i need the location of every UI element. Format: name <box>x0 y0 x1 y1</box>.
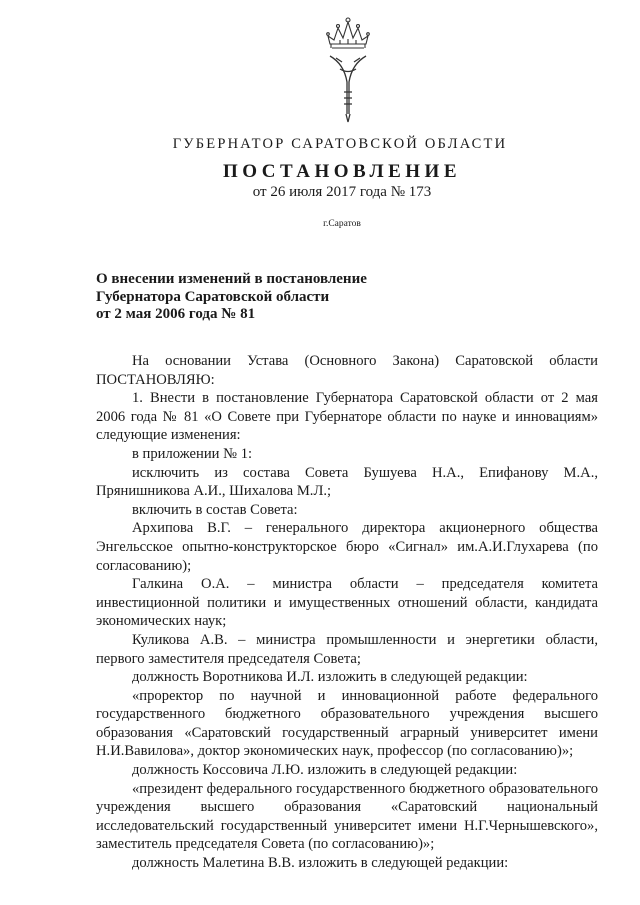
vorotnikov-position: «проректор по научной и инновационной работе федерального государственного бюджетного образовательного учреждения высшего образования «Саратовский государственный аграрный университет имени Н.И.Вавилова», доктор экономических наук, профессор (по согласованию)»; <box>96 687 598 760</box>
member-arkhipov: Архипова В.Г. – генерального директора акционерного общества Энгельсское опытно-конструкторское бюро «Сигнал» им.А.И.Глухарева (по согласованию); <box>96 520 598 574</box>
resolution-keyword: ПОСТАНОВЛЯЮ: <box>96 371 215 388</box>
preamble-paragraph: На основании Устава (Основного Закона) Саратовской области <box>132 353 598 369</box>
title-line: Губернатора Саратовской области <box>96 288 330 305</box>
issuing-authority: ГУБЕРНАТОР САРАТОВСКОЙ ОБЛАСТИ <box>172 136 508 152</box>
kossovich-position: «президент федерального государственного бюджетного образовательного учреждения высшего образования «Саратовский национальный исследовательский государственный университет имени Н.Г.Чернышевского», заместитель председателя Совета (по согласованию)»; <box>96 780 598 853</box>
title-line: О внесении изменений в постановление <box>96 271 367 287</box>
document-body <box>96 352 598 873</box>
clause-1-paragraph: 1. Внести в постановление Губернатора Саратовской области от 2 мая 2006 года № 81 «О Совете при Губернаторе области по науке и инновациям» следующие изменения: <box>96 390 598 444</box>
appendix-reference: в приложении № 1: <box>132 445 253 462</box>
include-members-heading: включить в состав Совета: <box>132 501 298 518</box>
member-kulikov: Куликова А.В. – министра промышленности и энергетики области, первого заместителя председателя Совета; <box>96 631 598 667</box>
document-title <box>96 271 367 324</box>
document-type: ПОСТАНОВЛЕНИЕ <box>222 161 462 182</box>
kossovich-heading: должность Коссовича Л.Ю. изложить в следующей редакции: <box>132 762 518 779</box>
document-city: г.Саратов <box>323 219 361 229</box>
exclude-members-paragraph: исключить из состава Совета Бушуева Н.А., Епифанову М.А., Прянишникова А.И., Шихалова М.Л.; <box>96 464 598 500</box>
title-line: от 2 мая 2006 года № 81 <box>96 306 256 322</box>
document-date-number: от 26 июля 2017 года № 173 <box>252 184 432 200</box>
maletin-heading: должность Малетина В.В. изложить в следующей редакции: <box>132 855 509 872</box>
member-galkin: Галкина О.А. – министра области – председателя комитета инвестиционной политики и имущественных отношений области, кандидата экономических наук; <box>96 576 598 630</box>
vorotnikov-heading: должность Воротникова И.Л. изложить в следующей редакции: <box>132 669 528 686</box>
saratov-coat-of-arms-emblem <box>322 14 374 126</box>
